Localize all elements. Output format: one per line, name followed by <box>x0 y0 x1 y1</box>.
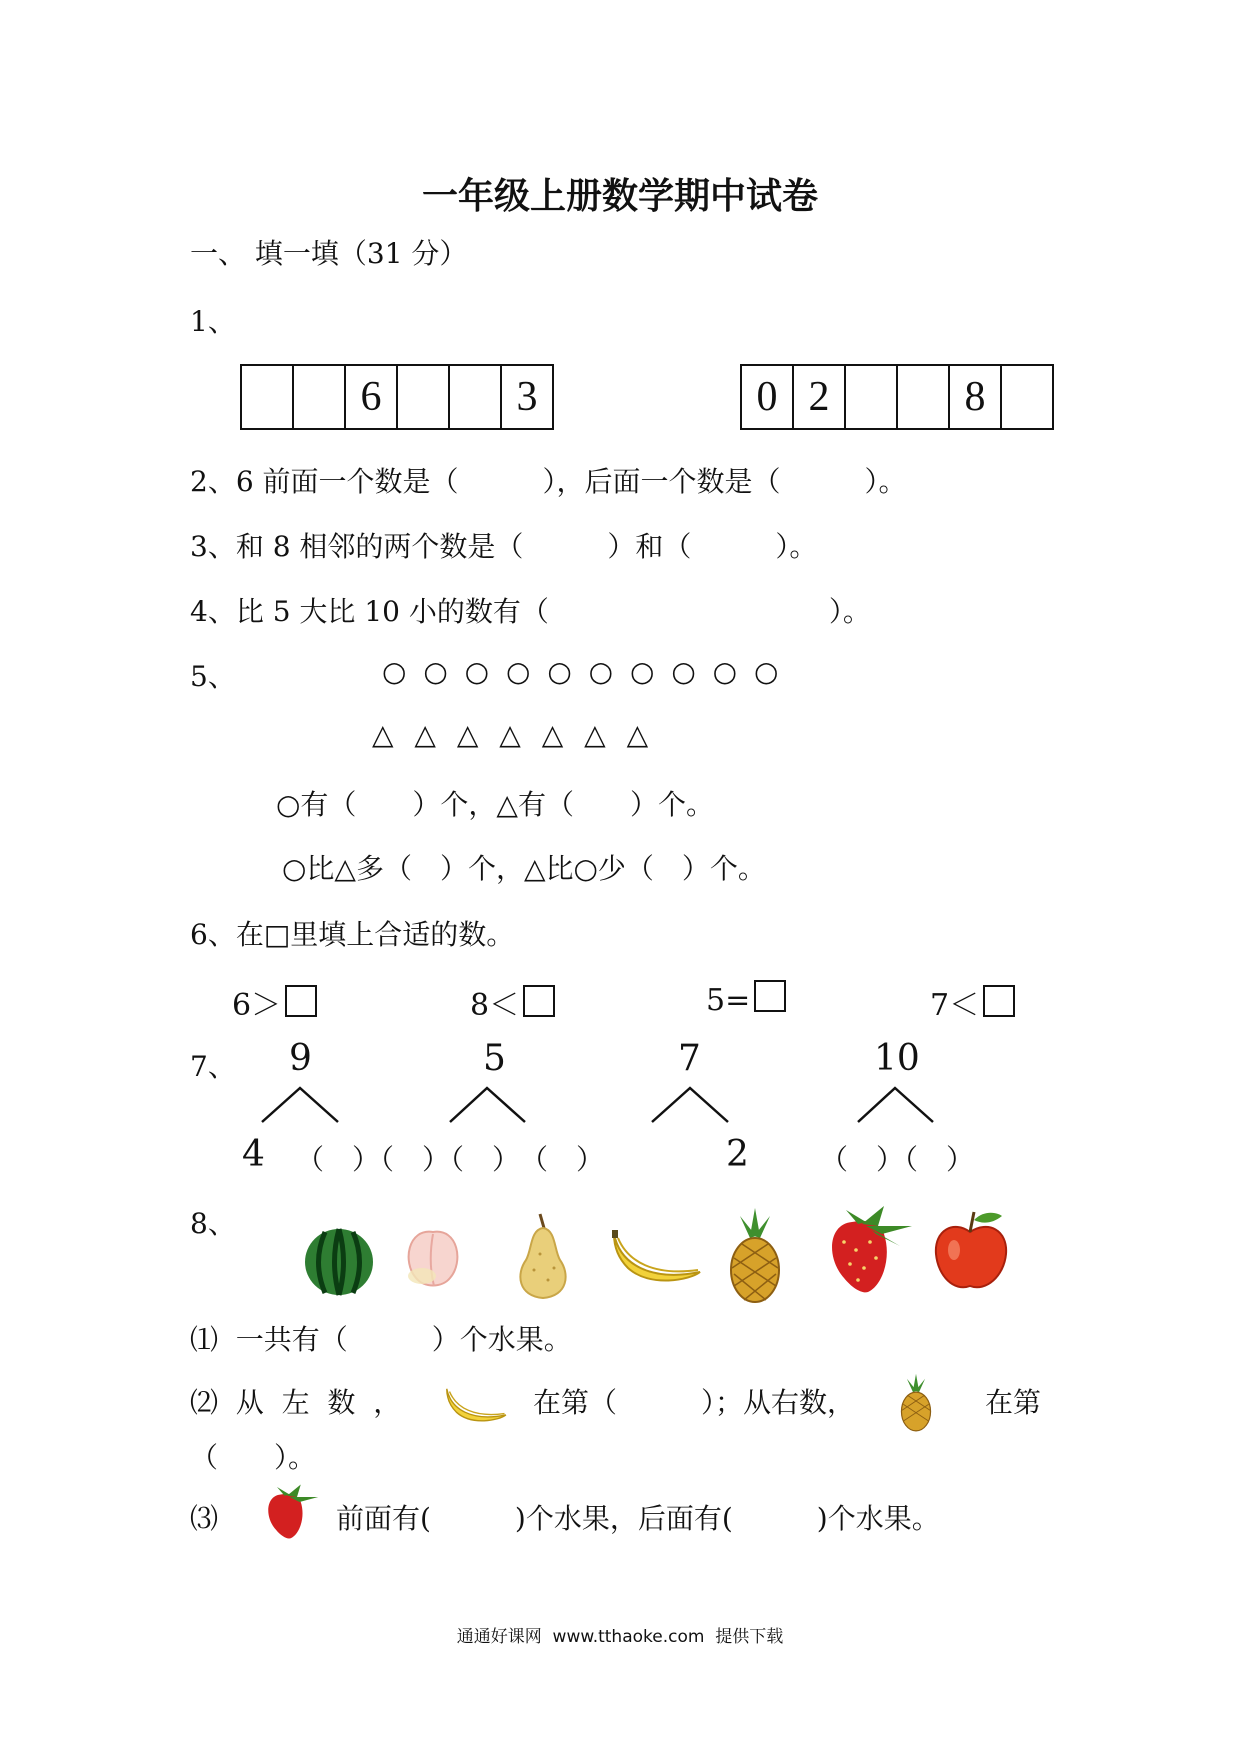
number-box[interactable]: 0 <box>741 365 793 429</box>
triangles-row: △ △ △ △ △ △ △ <box>372 718 655 751</box>
q3-text: 3、和 8 相邻的两个数是（ ）和（ ）。 <box>190 530 818 563</box>
q8-label: 8、 <box>190 1207 236 1240</box>
footer-credit: 通通好课网 www.tthaoke.com 提供下载 <box>456 1627 784 1647</box>
pineapple-icon <box>722 1206 788 1306</box>
q5-label: 5、 <box>190 660 236 693</box>
split-blanks: （ ）（ ） <box>820 1143 975 1176</box>
q6-item-text: 6＞ <box>232 988 282 1023</box>
q6-item-text: 5= <box>706 983 751 1018</box>
peach-icon <box>398 1222 468 1294</box>
q8-sub1: ⑴ 一共有（ ）个水果。 <box>190 1323 572 1356</box>
strawberry-icon <box>822 1202 918 1298</box>
watermelon-icon <box>300 1222 378 1300</box>
number-box[interactable]: 2 <box>793 365 845 429</box>
q6-label: 6、在□里填上合适的数。 <box>190 918 515 951</box>
section-heading: 一、 填一填（31 分） <box>190 237 468 270</box>
q2-text: 2、6 前面一个数是（ ），后面一个数是（ ）。 <box>190 465 907 498</box>
q7-label: 7、 <box>190 1050 236 1083</box>
q8-sub2-start: ⑵ 从 左 数 ， <box>190 1386 402 1419</box>
split-top-number: 7 <box>678 1038 701 1079</box>
q5-line2: ○比△多（ ）个，△比○少（ ）个。 <box>282 852 766 885</box>
split-top-number: 9 <box>289 1038 312 1079</box>
q8-sub3-label: ⑶ <box>190 1502 219 1535</box>
q8-sub3-text: 前面有( )个水果，后面有( )个水果。 <box>336 1502 940 1535</box>
q8-sub2-end: 在第 <box>985 1386 1042 1419</box>
split-bottom-number: 4 <box>242 1134 265 1175</box>
q5-line1: ○有（ ）个，△有（ ）个。 <box>276 788 714 821</box>
banana-icon <box>610 1228 706 1290</box>
q8-sub2-middle: 在第（ ）；从右数， <box>533 1386 856 1419</box>
number-box[interactable]: 8 <box>949 365 1001 429</box>
q1-label: 1、 <box>190 305 236 338</box>
number-box[interactable]: 3 <box>501 365 553 429</box>
q6-item-text: 8＜ <box>470 988 520 1023</box>
split-top-number: 10 <box>874 1038 920 1079</box>
pear-icon <box>510 1210 576 1304</box>
circles-row: ○ ○ ○ ○ ○ ○ ○ ○ ○ ○ <box>382 655 783 688</box>
split-bottom-number: 2 <box>726 1134 749 1175</box>
apple-icon <box>930 1206 1012 1294</box>
q4-text: 4、比 5 大比 10 小的数有（ ）。 <box>190 595 871 628</box>
strawberry-icon <box>262 1482 322 1542</box>
page-title: 一年级上册数学期中试卷 <box>421 176 818 217</box>
split-top-number: 5 <box>483 1038 506 1079</box>
split-blanks: （ ）（ ）（ ） （ ） <box>296 1143 605 1176</box>
pineapple-icon <box>896 1372 936 1434</box>
q8-sub2-blank: （ ）。 <box>190 1441 317 1474</box>
banana-icon <box>444 1384 510 1428</box>
q6-item-text: 7＜ <box>930 988 980 1023</box>
number-box[interactable]: 6 <box>345 365 397 429</box>
